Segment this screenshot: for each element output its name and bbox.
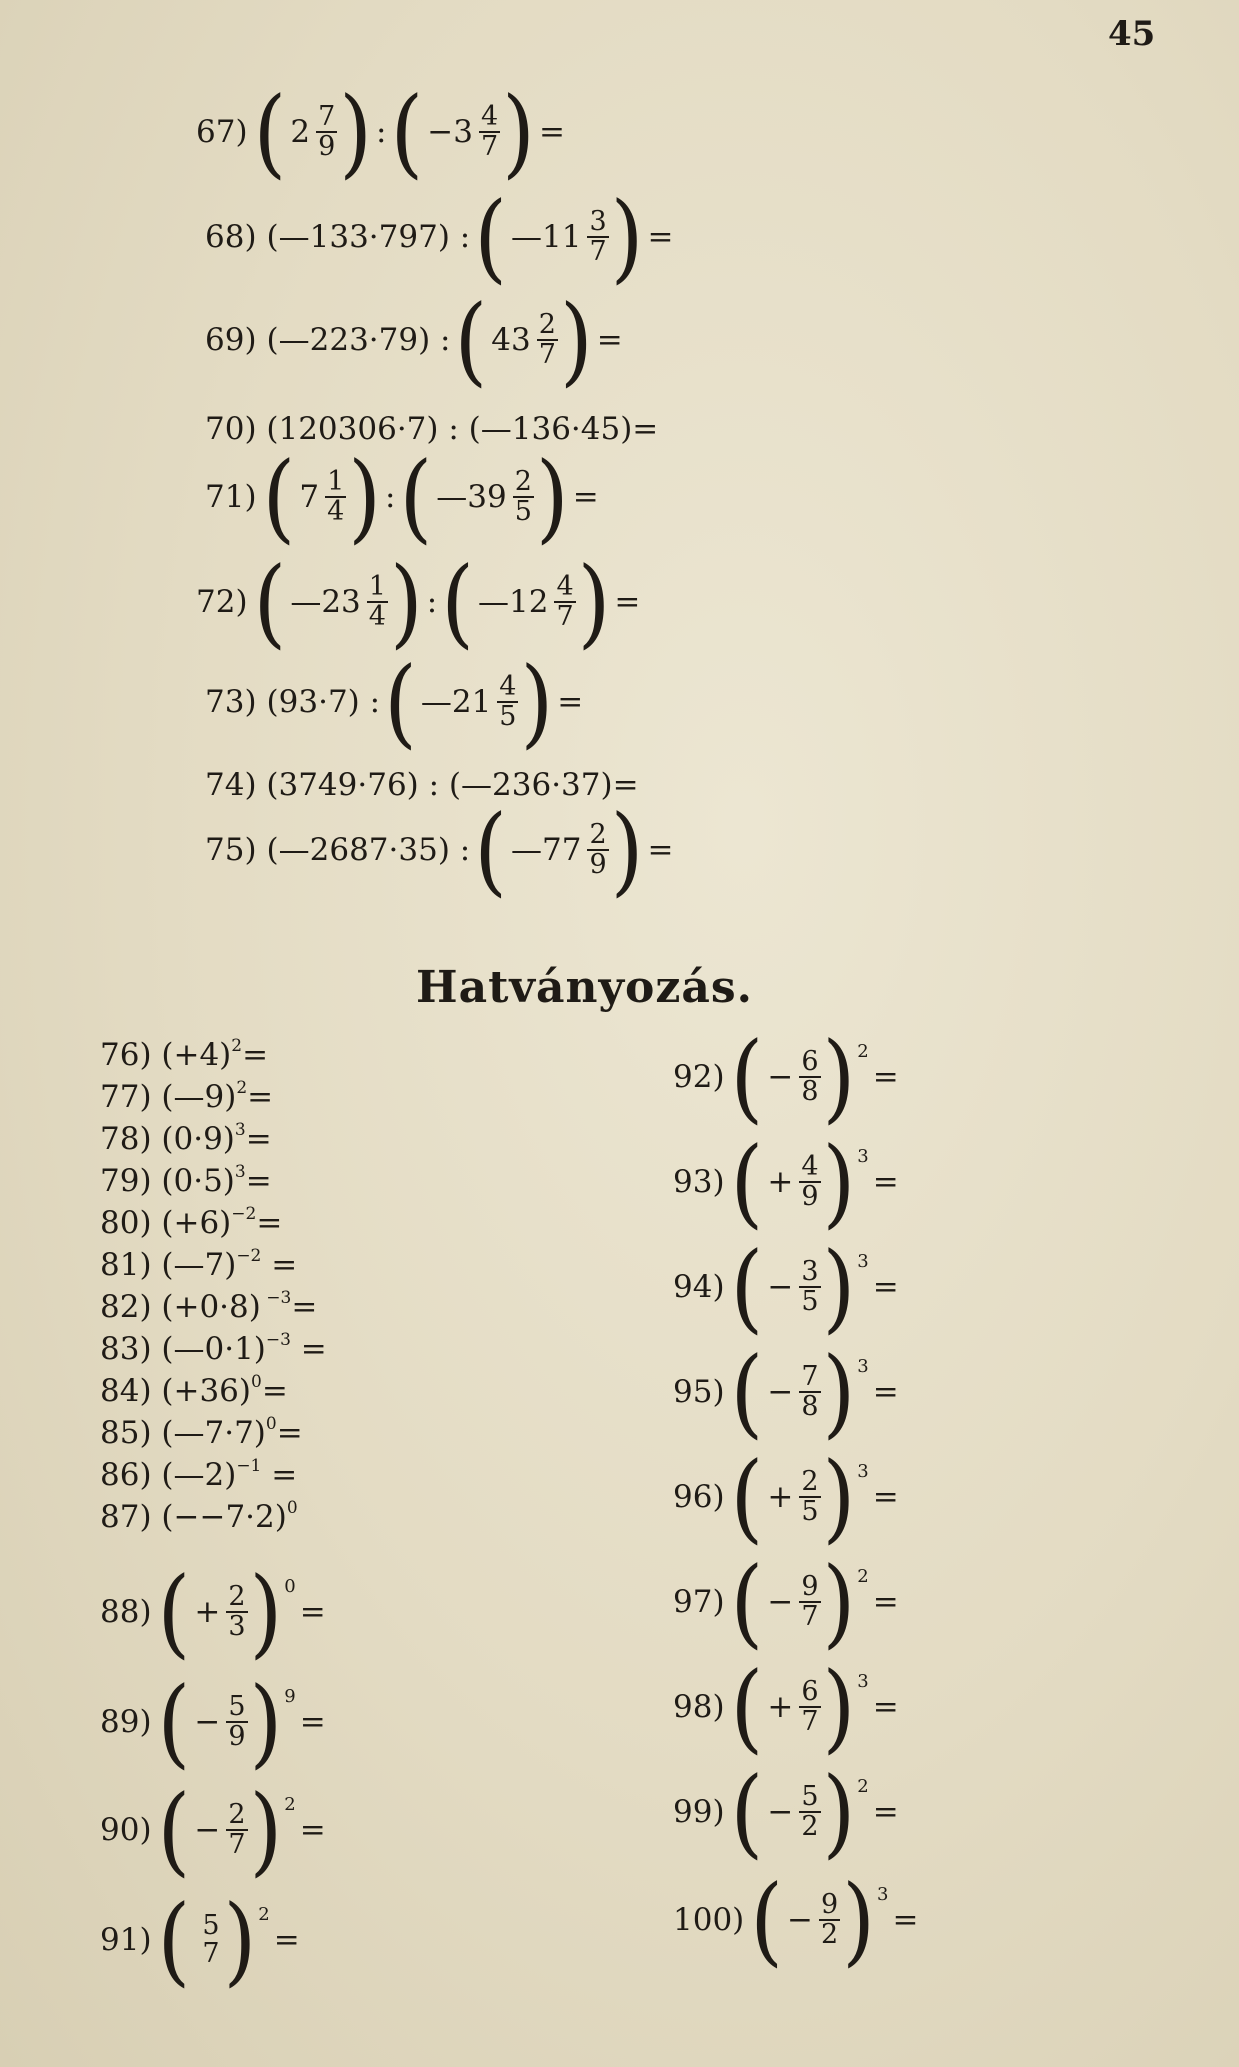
paren-close: ) [822, 1020, 856, 1134]
paren-close: ) [502, 75, 535, 189]
numerator: 2 [538, 308, 556, 340]
sign: − [767, 1374, 794, 1410]
paren-close: ) [348, 440, 382, 554]
fraction [799, 1255, 820, 1317]
exercise-88 [100, 1555, 326, 1669]
numerator: 4 [556, 570, 574, 602]
numerator: 7 [318, 100, 336, 132]
exercise-68 [205, 180, 674, 294]
fraction [316, 100, 337, 162]
fraction [587, 818, 608, 880]
exponent: −2 [236, 1246, 262, 1266]
page-number: 45 [1108, 14, 1156, 54]
exercise-72 [196, 545, 641, 659]
exercise-69 [205, 283, 623, 397]
numerator: 9 [821, 1888, 839, 1920]
fraction [799, 1570, 820, 1632]
fraction [587, 205, 608, 267]
exercise-70: 70) (120306·7) : (—136·45)= [205, 411, 659, 447]
exercise-75 [205, 793, 674, 907]
exponent: −1 [236, 1456, 262, 1476]
denominator: 7 [538, 339, 556, 370]
exercise-93 [673, 1125, 899, 1239]
paren-open: ( [730, 1440, 764, 1554]
sign: − [767, 1794, 794, 1830]
dividend: (—2687·35) : [266, 832, 471, 868]
numerator: 4 [499, 670, 517, 702]
paren-close: ) [339, 75, 373, 189]
operator: : [385, 479, 396, 515]
sign: + [194, 1594, 221, 1630]
numerator: 1 [327, 465, 345, 497]
exercise-80 [100, 1204, 283, 1241]
denominator: 4 [368, 601, 386, 632]
paren-close: ) [249, 1773, 283, 1887]
whole-part: —11 [511, 219, 582, 255]
denominator: 5 [801, 1496, 819, 1527]
fraction [799, 1150, 820, 1212]
paren-open: ( [730, 1545, 764, 1659]
exercise-number: 88) [100, 1594, 152, 1630]
exponent: 0 [265, 1414, 277, 1434]
exercise-84 [100, 1372, 288, 1409]
exercise-number: 97) [673, 1584, 725, 1620]
fraction [226, 1580, 247, 1642]
exercise-77 [100, 1078, 274, 1115]
equals-sign: = [872, 1794, 899, 1830]
fraction [819, 1888, 840, 1950]
exercise-79 [100, 1162, 272, 1199]
sign: + [767, 1689, 794, 1725]
equals-sign: = [647, 832, 674, 868]
exercise-number: 96) [673, 1479, 725, 1515]
whole-part: 2 [290, 114, 311, 150]
equals-sign: = [299, 1812, 326, 1848]
base: 78) (0·9) [100, 1121, 235, 1157]
whole-part: 43 [491, 322, 531, 358]
exponent: 3 [234, 1162, 246, 1182]
exponent: 3 [857, 1356, 869, 1377]
denominator: 4 [327, 496, 345, 527]
equals-sign: = [256, 1205, 283, 1241]
exercise-number: 100) [673, 1902, 745, 1938]
denominator: 7 [589, 236, 607, 267]
numerator: 3 [589, 205, 607, 237]
denominator: 8 [801, 1076, 819, 1107]
fraction [325, 465, 346, 527]
fraction [799, 1675, 820, 1737]
paren-close: ) [610, 793, 644, 907]
equals-sign: = [242, 1037, 269, 1073]
exercise-number: 71) [205, 479, 257, 515]
exponent: 2 [857, 1566, 869, 1587]
numerator: 9 [801, 1570, 819, 1602]
paren-close: ) [535, 440, 569, 554]
exercise-81 [100, 1246, 298, 1283]
paren-close: ) [520, 645, 554, 759]
equals-sign: = [872, 1164, 899, 1200]
numerator: 4 [480, 100, 499, 132]
equals-sign: = [872, 1584, 899, 1620]
exercise-83 [100, 1330, 327, 1367]
denominator: 7 [801, 1601, 819, 1632]
paren-open: ( [157, 1773, 191, 1887]
denominator: 9 [589, 849, 607, 880]
base: 82) (+0·8) [100, 1289, 261, 1325]
exercise-number: 69) [205, 322, 257, 358]
paren-close: ) [577, 545, 611, 659]
exercise-number: 72) [196, 584, 248, 620]
paren-open: ( [157, 1883, 191, 1997]
exercise-96 [673, 1440, 899, 1554]
fraction [497, 670, 518, 732]
exponent: 2 [258, 1904, 270, 1925]
operator: : [376, 114, 387, 150]
section-heading: Hatványozás. [416, 962, 753, 1013]
paren-close: ) [842, 1863, 875, 1977]
numerator: 5 [801, 1780, 819, 1812]
whole-part: —21 [420, 684, 492, 720]
fraction [799, 1465, 820, 1527]
exponent: −3 [265, 1330, 291, 1350]
exercise-78 [100, 1120, 272, 1157]
denominator: 9 [318, 131, 336, 162]
exercise-number: 99) [673, 1794, 725, 1830]
numerator: 2 [801, 1465, 819, 1497]
fraction [537, 308, 558, 370]
equals-sign: = [557, 684, 584, 720]
fraction [513, 465, 534, 527]
paren-close: ) [249, 1665, 283, 1779]
equals-sign: = [291, 1289, 318, 1325]
exercise-number: 94) [673, 1269, 725, 1305]
equals-sign: = [872, 1479, 899, 1515]
equals-sign: = [299, 1594, 326, 1630]
paren-open: ( [730, 1230, 764, 1344]
numerator: 5 [228, 1690, 246, 1722]
exercise-82 [100, 1288, 318, 1325]
exponent: 2 [284, 1794, 296, 1815]
denominator: 2 [801, 1811, 819, 1842]
exercise-71 [205, 440, 599, 554]
equals-sign: = [261, 1373, 288, 1409]
equals-sign: = [647, 219, 674, 255]
denominator: 5 [801, 1286, 819, 1317]
equals-sign: = [596, 322, 623, 358]
numerator: 3 [801, 1255, 819, 1287]
equals-sign: = [872, 1059, 899, 1095]
whole-part: 7 [299, 479, 320, 515]
exponent: 3 [857, 1251, 869, 1272]
paren-open: ( [730, 1755, 764, 1869]
paren-close: ) [822, 1545, 856, 1659]
base: 85) (—7·7) [100, 1415, 266, 1451]
numerator: 4 [801, 1150, 819, 1182]
exercise-89 [100, 1665, 326, 1779]
paren-open: ( [157, 1555, 191, 1669]
exercise-number: 75) [205, 832, 257, 868]
fraction [799, 1780, 820, 1842]
paren-open: ( [157, 1665, 191, 1779]
exponent: −3 [260, 1288, 292, 1308]
denominator: 5 [499, 701, 517, 732]
exercise-number: 89) [100, 1704, 152, 1740]
base: 76) (+4) [100, 1037, 232, 1073]
paren-close: ) [822, 1125, 856, 1239]
exercise-92 [673, 1020, 899, 1134]
exponent: 0 [251, 1372, 262, 1392]
equals-sign: = [872, 1374, 899, 1410]
equals-sign: = [538, 114, 565, 150]
denominator: 7 [801, 1706, 819, 1737]
paren-open: ( [730, 1650, 764, 1764]
exercise-86 [100, 1456, 298, 1493]
exercise-number: 95) [673, 1374, 725, 1410]
exercise-90 [100, 1773, 326, 1887]
exercise-99 [673, 1755, 899, 1869]
numerator: 2 [514, 465, 532, 497]
paren-open: ( [253, 75, 287, 189]
paren-close: ) [822, 1335, 856, 1449]
exponent: 2 [236, 1078, 248, 1098]
paren-open: ( [730, 1125, 764, 1239]
sign: − [767, 1059, 794, 1095]
exercise-76 [100, 1036, 269, 1073]
whole-part: —23 [290, 584, 361, 620]
equals-sign: = [247, 1079, 274, 1115]
denominator: 7 [202, 1938, 220, 1969]
equals-sign: = [276, 1415, 303, 1451]
base: 81) (—7) [100, 1247, 237, 1283]
paren-open: ( [730, 1335, 764, 1449]
exponent: −2 [231, 1204, 257, 1224]
exercise-number: 90) [100, 1812, 152, 1848]
equals-sign: = [290, 1331, 327, 1367]
exponent: 3 [857, 1146, 869, 1167]
paren-close: ) [822, 1230, 856, 1344]
exercise-73 [205, 645, 584, 759]
fraction [226, 1798, 247, 1860]
equals-sign: = [614, 584, 641, 620]
exponent: 0 [286, 1498, 298, 1518]
exercise-100 [673, 1863, 919, 1977]
exponent: 3 [857, 1671, 869, 1692]
exercise-number: 93) [673, 1164, 725, 1200]
base: 79) (0·5) [100, 1163, 235, 1199]
exponent: 9 [284, 1686, 296, 1707]
numerator: 2 [589, 818, 607, 850]
whole-part: —39 [436, 479, 507, 515]
equals-sign: = [892, 1902, 919, 1938]
numerator: 2 [228, 1798, 246, 1830]
exercise-number: 98) [673, 1689, 725, 1725]
denominator: 9 [801, 1181, 819, 1212]
exercise-number: 92) [673, 1059, 725, 1095]
whole-part: −3 [427, 114, 473, 150]
denominator: 7 [556, 601, 574, 632]
sign: + [767, 1164, 794, 1200]
paren-open: ( [399, 440, 433, 554]
paren-close: ) [223, 1883, 257, 1997]
base: 83) (—0·1) [100, 1331, 266, 1367]
dividend: (93·7) : [266, 684, 381, 720]
binomial [200, 1909, 221, 1969]
denominator: 2 [821, 1919, 839, 1950]
paren-open: ( [253, 545, 287, 659]
paren-close: ) [822, 1650, 856, 1764]
exponent: 3 [234, 1120, 246, 1140]
denominator: 7 [228, 1829, 246, 1860]
paren-open: ( [750, 1863, 784, 1977]
exercise-97 [673, 1545, 899, 1659]
paren-close: ) [822, 1440, 856, 1554]
exercise-74: 74) (3749·76) : (—236·37)= [205, 767, 639, 803]
fraction [799, 1360, 820, 1422]
equals-sign: = [245, 1121, 272, 1157]
equals-sign: = [872, 1269, 899, 1305]
paren-open: ( [474, 793, 508, 907]
numerator: 7 [801, 1360, 819, 1392]
denominator: 9 [228, 1721, 246, 1752]
fraction [367, 570, 388, 632]
base: 87) (−−7·2) [100, 1499, 287, 1535]
base: 80) (+6) [100, 1205, 232, 1241]
paren-close: ) [389, 545, 423, 659]
equals-sign: = [872, 1689, 899, 1725]
numerator: 5 [202, 1909, 220, 1941]
numerator: 2 [228, 1580, 246, 1612]
paren-open: ( [454, 283, 488, 397]
exponent: 3 [877, 1884, 889, 1905]
exercise-number: 91) [100, 1922, 152, 1958]
exponent: 0 [284, 1576, 296, 1597]
sign: − [194, 1704, 221, 1740]
paren-open: ( [730, 1020, 764, 1134]
sign: − [787, 1902, 814, 1938]
paren-close: ) [559, 283, 593, 397]
base: 84) (+36) [100, 1373, 252, 1409]
fraction [799, 1045, 820, 1107]
dividend: (—223·79) : [266, 322, 451, 358]
paren-close: ) [822, 1755, 856, 1869]
sign: − [767, 1269, 794, 1305]
denominator: 5 [514, 496, 532, 527]
exercise-87 [100, 1498, 298, 1535]
dividend: (—133·797) : [266, 219, 471, 255]
fraction [226, 1690, 247, 1752]
exponent: 2 [857, 1776, 869, 1797]
exercise-number: 67) [196, 114, 248, 150]
fraction [554, 570, 575, 632]
numerator: 1 [368, 570, 386, 602]
exponent: 3 [857, 1461, 869, 1482]
operator: : [426, 584, 438, 620]
numerator: 6 [801, 1045, 819, 1077]
numerator: 6 [801, 1675, 819, 1707]
sign: − [194, 1812, 221, 1848]
whole-part: —77 [511, 832, 582, 868]
denominator: 7 [480, 131, 499, 162]
equals-sign: = [261, 1457, 298, 1493]
exponent: 2 [231, 1036, 243, 1056]
paren-open: ( [474, 180, 508, 294]
whole-part: —12 [477, 584, 549, 620]
exercise-85 [100, 1414, 303, 1451]
sign: − [767, 1584, 794, 1620]
exercise-67 [196, 75, 565, 189]
exercise-94 [673, 1230, 899, 1344]
paren-open: ( [262, 440, 296, 554]
base: 77) (—9) [100, 1079, 237, 1115]
equals-sign: = [273, 1922, 300, 1958]
exercise-98 [673, 1650, 899, 1764]
denominator: 8 [801, 1391, 819, 1422]
equals-sign: = [261, 1247, 298, 1283]
sign: + [767, 1479, 794, 1515]
equals-sign: = [299, 1704, 326, 1740]
base: 86) (—2) [100, 1457, 237, 1493]
equals-sign: = [572, 479, 599, 515]
exponent: 2 [857, 1041, 869, 1062]
exercise-95 [673, 1335, 899, 1449]
paren-open: ( [441, 545, 474, 659]
paren-open: ( [390, 75, 424, 189]
fraction [479, 100, 500, 162]
equals-sign: = [245, 1163, 272, 1199]
paren-close: ) [249, 1555, 283, 1669]
exercise-91 [100, 1883, 300, 1997]
paren-close: ) [610, 180, 644, 294]
denominator: 3 [228, 1611, 246, 1642]
paren-open: ( [384, 645, 417, 759]
exercise-number: 68) [205, 219, 257, 255]
exercise-number: 73) [205, 684, 257, 720]
